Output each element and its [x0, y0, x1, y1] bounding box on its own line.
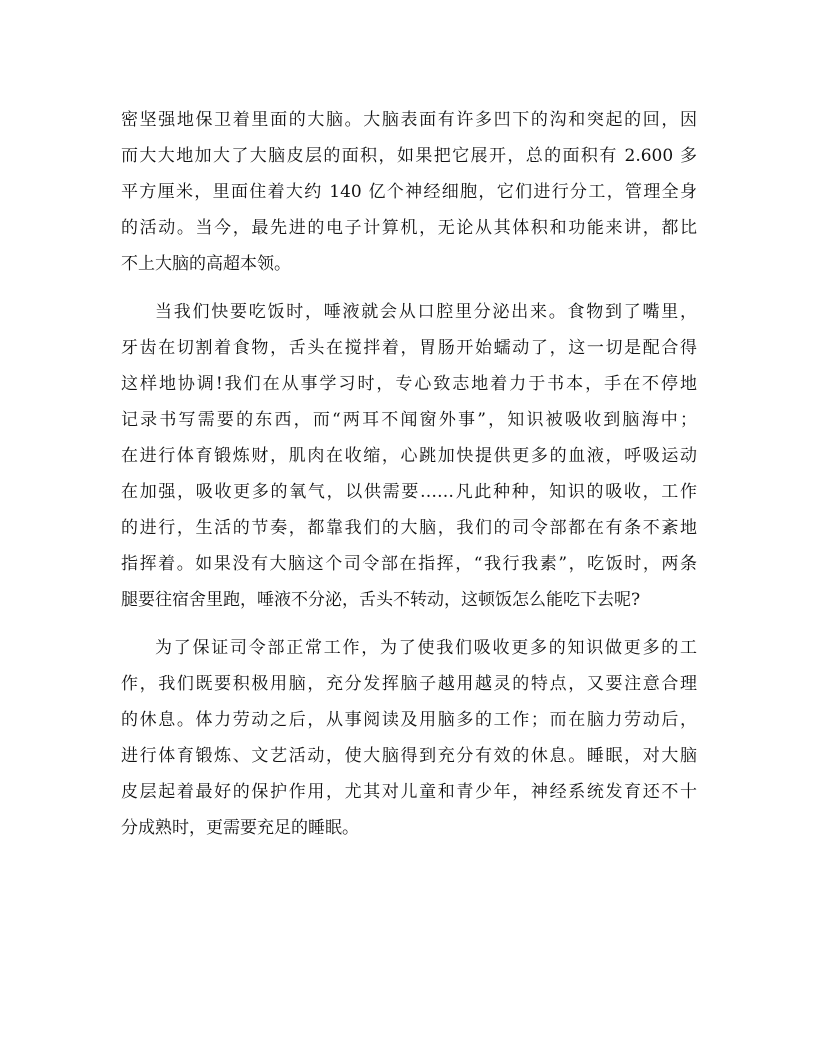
paragraph — [121, 294, 697, 618]
text-line: 为了保证司令部正常工作，为了使我们吸收更多的知识做更多的工 — [155, 638, 697, 658]
text-line: 分成熟时，更需要充足的睡眠。 — [121, 818, 359, 838]
text-line: 不上大脑的高超本领。 — [121, 254, 291, 274]
paragraph-spacing — [121, 618, 697, 630]
text-line: 当我们快要吃饭时，唾液就会从口腔里分泌出来。食物到了嘴里， — [155, 302, 697, 322]
document-body — [121, 102, 697, 846]
paragraph — [121, 630, 697, 846]
text-line: 的进行，生活的节奏，都靠我们的大脑，我们的司令部都在有条不紊地 — [121, 518, 697, 538]
paragraph — [121, 102, 697, 282]
text-line: 作，我们既要积极用脑，充分发挥脑子越用越灵的特点，又要注意合理 — [121, 674, 697, 694]
paragraph-spacing — [121, 282, 697, 294]
text-line: 在进行体育锻炼财，肌肉在收缩，心跳加快提供更多的血液，呼吸运动 — [121, 446, 697, 466]
text-line: 这样地协调!我们在从事学习时，专心致志地着力于书本，手在不停地 — [121, 374, 697, 394]
text-line: 在加强，吸收更多的氧气，以供需要……凡此种种，知识的吸收，工作 — [121, 482, 697, 502]
text-line: 进行体育锻炼、文艺活动，使大脑得到充分有效的休息。睡眠，对大脑 — [121, 746, 697, 766]
text-line: 指挥着。如果没有大脑这个司令部在指挥，“我行我素”，吃饭时，两条 — [121, 554, 697, 574]
text-line: 平方厘米，里面住着大约 140 亿个神经细胞，它们进行分工，管理全身 — [121, 182, 697, 202]
text-line: 牙齿在切割着食物，舌头在搅拌着，胃肠开始蠕动了，这一切是配合得 — [121, 338, 697, 358]
text-line: 的活动。当今，最先进的电子计算机，无论从其体积和功能来讲，都比 — [121, 218, 697, 238]
text-line: 记录书写需要的东西，而“两耳不闻窗外事”，知识被吸收到脑海中； — [121, 410, 697, 430]
text-line: 的休息。体力劳动之后，从事阅读及用脑多的工作；而在脑力劳动后， — [121, 710, 697, 730]
text-line: 腿要往宿舍里跑，唾液不分泌，舌头不转动，这顿饭怎么能吃下去呢? — [121, 590, 641, 610]
text-line: 密坚强地保卫着里面的大脑。大脑表面有许多凹下的沟和突起的回，因 — [121, 110, 697, 130]
text-line: 而大大地加大了大脑皮层的面积，如果把它展开，总的面积有 2.600 多 — [121, 146, 697, 166]
text-line: 皮层起着最好的保护作用，尤其对儿童和青少年，神经系统发育还不十 — [121, 782, 697, 802]
